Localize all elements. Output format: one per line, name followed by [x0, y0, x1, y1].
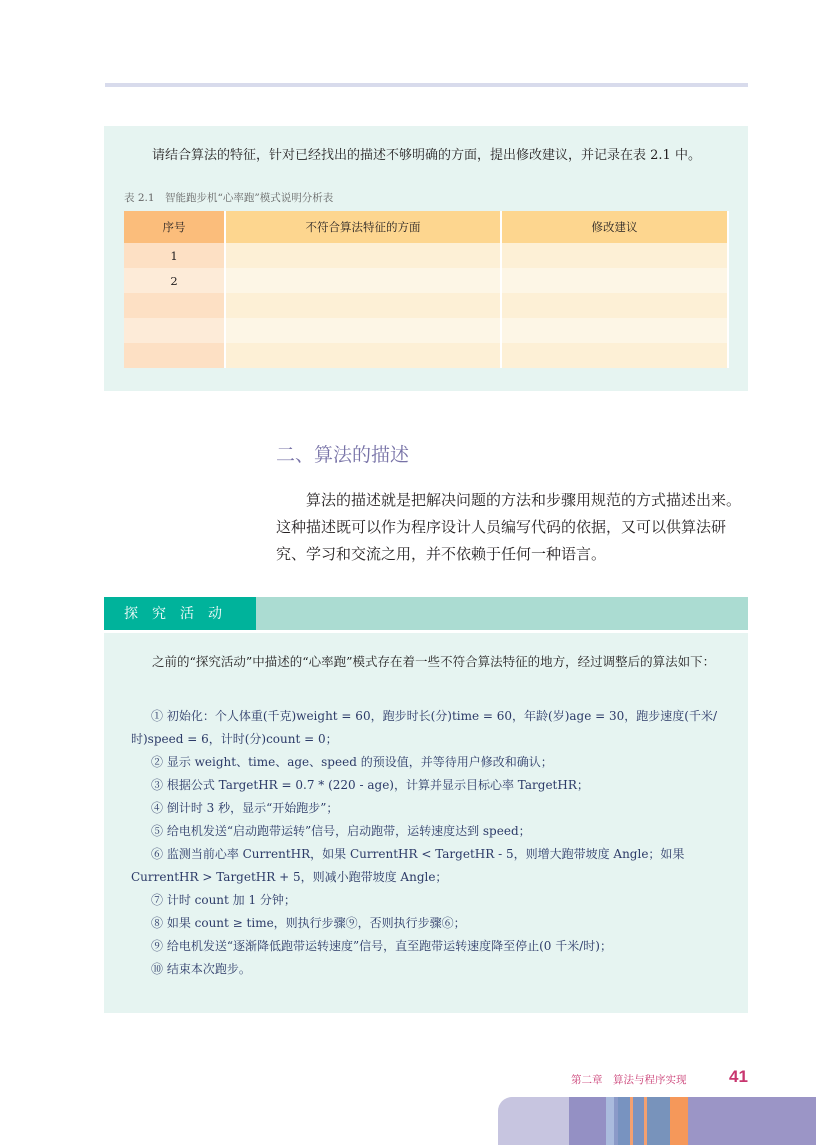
- step: ⑩ 结束本次跑步。: [151, 962, 251, 976]
- activity-banner: [256, 597, 748, 630]
- table-row: [124, 243, 728, 268]
- table-header: [124, 211, 728, 243]
- step: ⑤ 给电机发送“启动跑带运转”信号，启动跑带，运转速度达到 speed；: [151, 824, 531, 838]
- step: ⑧ 如果 count ≥ time，则执行步骤⑨，否则执行步骤⑥；: [151, 916, 466, 930]
- cell: [501, 318, 728, 343]
- cell: [124, 343, 225, 368]
- header-index: 序号: [124, 211, 225, 243]
- decorative-color-bar: [498, 1097, 816, 1145]
- chapter-title: 第二章 算法与程序实现: [571, 1074, 687, 1086]
- step: ④ 倒计时 3 秒，显示“开始跑步”；: [151, 801, 339, 815]
- cell: [225, 243, 501, 268]
- section-paragraph: 算法的描述就是把解决问题的方法和步骤用规范的方式描述出来。这种描述既可以作为程序设计人员编写代码的依据，又可以供算法研究、学习和交流之用，并不依赖于任何一种语言。: [276, 491, 742, 563]
- activity-intro: 之前的“探究活动”中描述的“心率跑”模式存在着一些不符合算法特征的地方，经过调整后的算法如下：: [152, 654, 716, 669]
- analysis-table: [124, 211, 729, 368]
- step: ⑨ 给电机发送“逐渐降低跑带运转速度”信号，直至跑带运转速度降至停止(0 千米/时)；: [151, 939, 612, 953]
- step: ③ 根据公式 TargetHR = 0.7 * (220 - age)，计算并显示目标心率 TargetHR；: [151, 778, 589, 792]
- cell: [501, 293, 728, 318]
- table-row: [124, 293, 728, 318]
- header-suggestion: 修改建议: [501, 211, 728, 243]
- step: ⑦ 计时 count 加 1 分钟；: [151, 893, 296, 907]
- cell: [124, 318, 225, 343]
- cell: [225, 268, 501, 293]
- cell: [225, 293, 501, 318]
- step: ⑥ 监测当前心率 CurrentHR，如果 CurrentHR < TargetHR - 5，则增大跑带坡度 Angle；如果 CurrentHR > TargetHR + 5，则减小跑带坡度 Angle；: [131, 847, 685, 884]
- cell: [124, 293, 225, 318]
- cell: [501, 268, 728, 293]
- top-rule: [105, 83, 748, 87]
- cell: [501, 343, 728, 368]
- cell: [225, 343, 501, 368]
- table-caption: 表 2.1 智能跑步机“心率跑”模式说明分析表: [124, 192, 334, 204]
- table-row: [124, 343, 728, 368]
- step: ① 初始化：个人体重(千克)weight = 60，跑步时长(分)time = 60，年龄(岁)age = 30，跑步速度(千米/时)speed = 6，计时(分)count = 0；: [131, 709, 718, 746]
- cell: 1: [124, 243, 225, 268]
- cell: 2: [124, 268, 225, 293]
- exercise-intro: 请结合算法的特征，针对已经找出的描述不够明确的方面，提出修改建议，并记录在表 2.1 中。: [152, 148, 701, 163]
- cell: [225, 318, 501, 343]
- algorithm-steps: [131, 705, 731, 981]
- step: ② 显示 weight、time、age、speed 的预设值，并等待用户修改和确认；: [151, 755, 553, 769]
- cell: [501, 243, 728, 268]
- activity-label: 探究活动: [104, 597, 256, 630]
- table-row: [124, 318, 728, 343]
- table-row: [124, 268, 728, 293]
- header-issue: 不符合算法特征的方面: [225, 211, 501, 243]
- section-title: 二、算法的描述: [276, 444, 410, 466]
- page-number: 41: [729, 1067, 748, 1086]
